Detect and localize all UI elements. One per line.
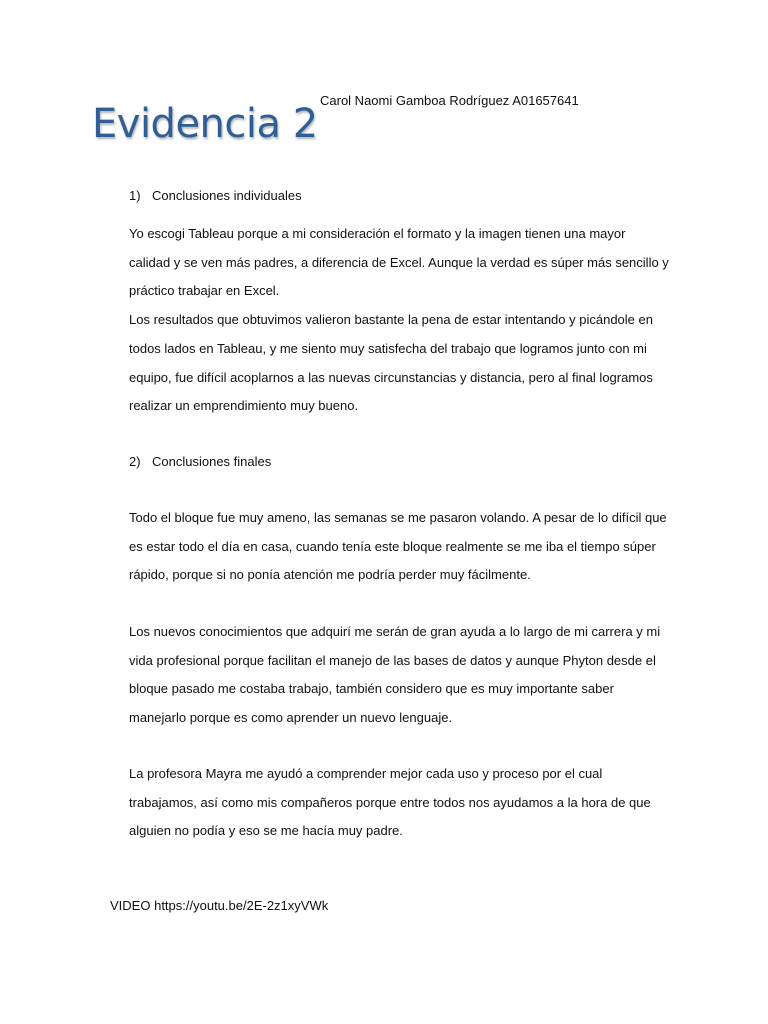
video-link[interactable]: https://youtu.be/2E-2z1xyVWk xyxy=(154,898,329,913)
section-heading-text: Conclusiones individuales xyxy=(152,188,302,203)
author-line: Carol Naomi Gamboa Rodríguez A01657641 xyxy=(320,93,579,108)
paragraph: Los resultados que obtuvimos valieron bastante la pena de estar intentando y picándole en todos lados en Tableau, y me siento muy satisfecha del trabajo que logramos junto con mi equipo, fue difícil acoplarnos a las nuevas circunstancias y distancia, pero al final logramos realizar un emprendimiento muy bueno. xyxy=(129,312,653,414)
paragraph: Los nuevos conocimientos que adquirí me serán de gran ayuda a lo largo de mi carrera y mi vida profesional porque facilitan el manejo de las bases de datos y aunque Phyton desde el bloque pasado me costaba trabajo, también considero que es muy importante saber manejarlo porque es como aprender un nuevo lenguaje. xyxy=(129,624,661,726)
section-body-individual xyxy=(129,220,669,421)
video-label: VIDEO xyxy=(110,898,151,913)
section-heading-text: Conclusiones finales xyxy=(152,454,272,469)
section-body-final-1 xyxy=(129,504,669,590)
paragraph: Yo escogi Tableau porque a mi consideración el formato y la imagen tienen una mayor calidad y se ven más padres, a diferencia de Excel. Aunque la verdad es súper más sencillo y práctico trabajar en Excel. xyxy=(129,226,669,299)
video-line xyxy=(110,897,328,915)
section-heading-individual xyxy=(129,187,302,205)
document-title: Evidencia 2 xyxy=(92,101,318,147)
section-number: 1) xyxy=(129,188,141,203)
section-body-final-3 xyxy=(129,760,669,846)
section-body-final-2 xyxy=(129,618,669,733)
section-number: 2) xyxy=(129,454,141,469)
paragraph: Todo el bloque fue muy ameno, las semanas se me pasaron volando. A pesar de lo difícil que es estar todo el día en casa, cuando tenía este bloque realmente se me iba el tiempo súper rápido, porque si no ponía atención me podría perder muy fácilmente. xyxy=(129,510,667,583)
section-heading-final xyxy=(129,453,271,471)
paragraph: La profesora Mayra me ayudó a comprender mejor cada uso y proceso por el cual trabajamos, así como mis compañeros porque entre todos nos ayudamos a la hora de que alguien no podía y eso se me hacía muy padre. xyxy=(129,766,651,839)
